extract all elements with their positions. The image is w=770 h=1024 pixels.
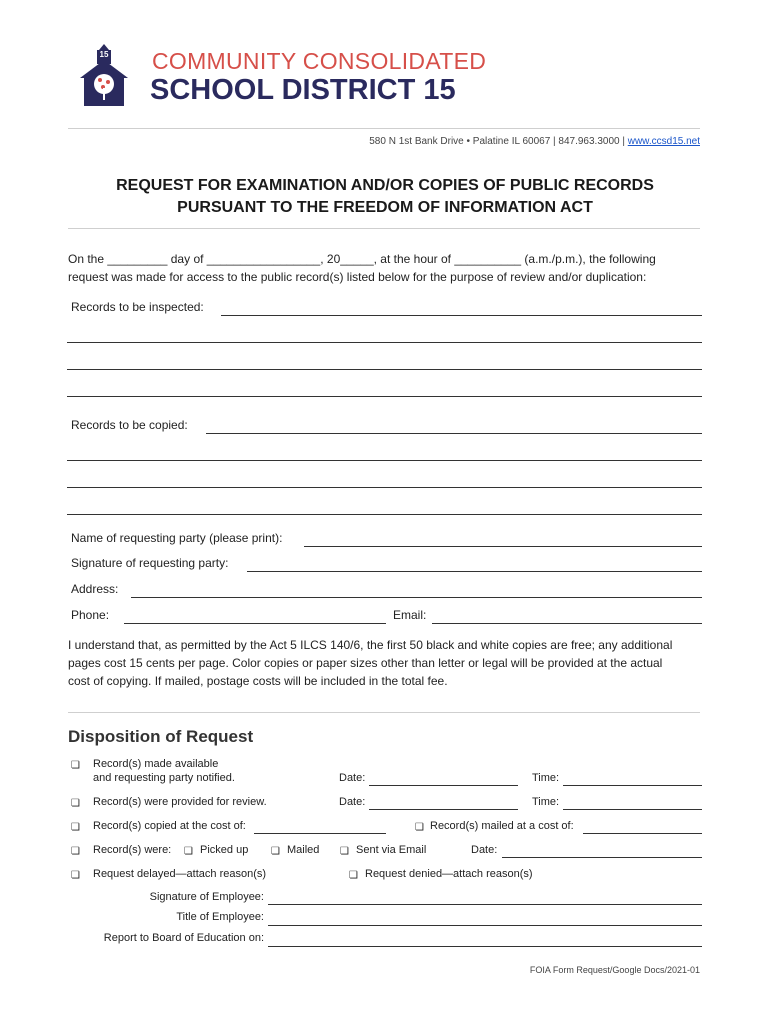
made-available-label-2: and requesting party notified. (93, 772, 235, 784)
org-name-line2: SCHOOL DISTRICT 15 (150, 74, 456, 106)
date-field[interactable] (369, 809, 518, 810)
records-inspected-label: Records to be inspected: (71, 300, 204, 314)
email-label: Email: (393, 608, 427, 622)
name-field[interactable] (304, 546, 702, 547)
mailed-label: Mailed (287, 844, 320, 856)
denied-label: Request denied—attach reason(s) (365, 868, 533, 880)
records-copied-field[interactable] (206, 433, 702, 434)
header-divider (68, 128, 700, 129)
website-link[interactable]: www.ccsd15.net (627, 136, 700, 147)
records-copied-line[interactable] (67, 514, 702, 515)
title-divider (68, 228, 700, 229)
logo-number: 15 (99, 50, 109, 59)
header-address (369, 136, 700, 147)
form-title-line1: REQUEST FOR EXAMINATION AND/OR COPIES OF PUBLIC RECORDS (116, 177, 654, 194)
disposition-divider (68, 712, 700, 713)
time-label: Time: (532, 796, 560, 808)
email-field[interactable] (432, 623, 702, 624)
address-label: Address: (71, 582, 119, 596)
records-inspected-line[interactable] (67, 369, 702, 370)
signature-label: Signature of requesting party: (71, 556, 229, 570)
picked-up-checkbox[interactable]: ❏ (184, 846, 193, 857)
time-label: Time: (532, 772, 560, 784)
phone-field[interactable] (124, 623, 386, 624)
date-label: Date: (471, 844, 498, 856)
address-text: 580 N 1st Bank Drive • Palatine IL 60067 | 847.963.3000 | (369, 136, 628, 147)
delayed-checkbox[interactable]: ❏ (71, 870, 80, 881)
records-inspected-line[interactable] (67, 342, 702, 343)
sent-email-checkbox[interactable]: ❏ (340, 846, 349, 857)
report-board-field[interactable] (268, 946, 702, 947)
made-available-checkbox[interactable]: ❏ (71, 760, 80, 771)
employee-title-label: Title of Employee: (176, 911, 264, 923)
were-checkbox[interactable]: ❏ (71, 846, 80, 857)
were-label: Record(s) were: (93, 844, 172, 856)
date-label: Date: (339, 796, 366, 808)
provided-review-label: Record(s) were provided for review. (93, 796, 267, 808)
footer-text: FOIA Form Request/Google Docs/2021-01 (529, 965, 700, 975)
district-logo (78, 42, 130, 108)
employee-signature-label: Signature of Employee: (149, 891, 264, 903)
address-field[interactable] (131, 597, 702, 598)
copied-cost-field[interactable] (254, 833, 386, 834)
records-inspected-line[interactable] (67, 396, 702, 397)
phone-label: Phone: (71, 608, 110, 622)
form-title-line2: PURSUANT TO THE FREEDOM OF INFORMATION ACT (177, 199, 593, 216)
time-field[interactable] (563, 809, 702, 810)
name-label: Name of requesting party (please print): (71, 531, 283, 545)
provided-review-checkbox[interactable]: ❏ (71, 798, 80, 809)
time-field[interactable] (563, 785, 702, 786)
records-copied-line[interactable] (67, 460, 702, 461)
date-field[interactable] (369, 785, 518, 786)
employee-signature-field[interactable] (268, 904, 702, 905)
notice-line2: pages cost 15 cents per page. Color copies or paper sizes other than letter or legal will be provided at the actual (68, 656, 663, 670)
report-board-label: Report to Board of Education on: (103, 932, 264, 944)
mailed-cost-label: Record(s) mailed at a cost of: (430, 820, 574, 832)
signature-field[interactable] (247, 571, 702, 572)
denied-checkbox[interactable]: ❏ (349, 870, 358, 881)
mailed-cost-checkbox[interactable]: ❏ (415, 822, 424, 833)
org-name-line1: COMMUNITY CONSOLIDATED (152, 48, 487, 74)
sent-email-label: Sent via Email (356, 844, 427, 856)
mailed-cost-field[interactable] (583, 833, 702, 834)
records-copied-label: Records to be copied: (71, 418, 188, 432)
employee-title-field[interactable] (268, 925, 702, 926)
copied-cost-checkbox[interactable]: ❏ (71, 822, 80, 833)
intro-line1: On the _________ day of _________________, 20_____, at the hour of __________ (a.m./p.m.), the following (68, 252, 656, 266)
copied-cost-label: Record(s) copied at the cost of: (93, 820, 246, 832)
picked-up-label: Picked up (200, 844, 249, 856)
date-label: Date: (339, 772, 366, 784)
records-inspected-field[interactable] (221, 315, 702, 316)
intro-line2: request was made for access to the public record(s) listed below for the purpose of review and/or duplication: (68, 270, 647, 284)
notice-line1: I understand that, as permitted by the Act 5 ILCS 140/6, the first 50 black and white copies are free; any additional (68, 638, 673, 652)
mailed-checkbox[interactable]: ❏ (271, 846, 280, 857)
made-available-label-1: Record(s) made available (93, 758, 219, 770)
notice-line3: cost of copying. If mailed, postage costs will be included in the total fee. (68, 674, 448, 688)
disposition-heading: Disposition of Request (68, 727, 254, 746)
date-field[interactable] (502, 857, 702, 858)
records-copied-line[interactable] (67, 487, 702, 488)
delayed-label: Request delayed—attach reason(s) (93, 868, 267, 880)
